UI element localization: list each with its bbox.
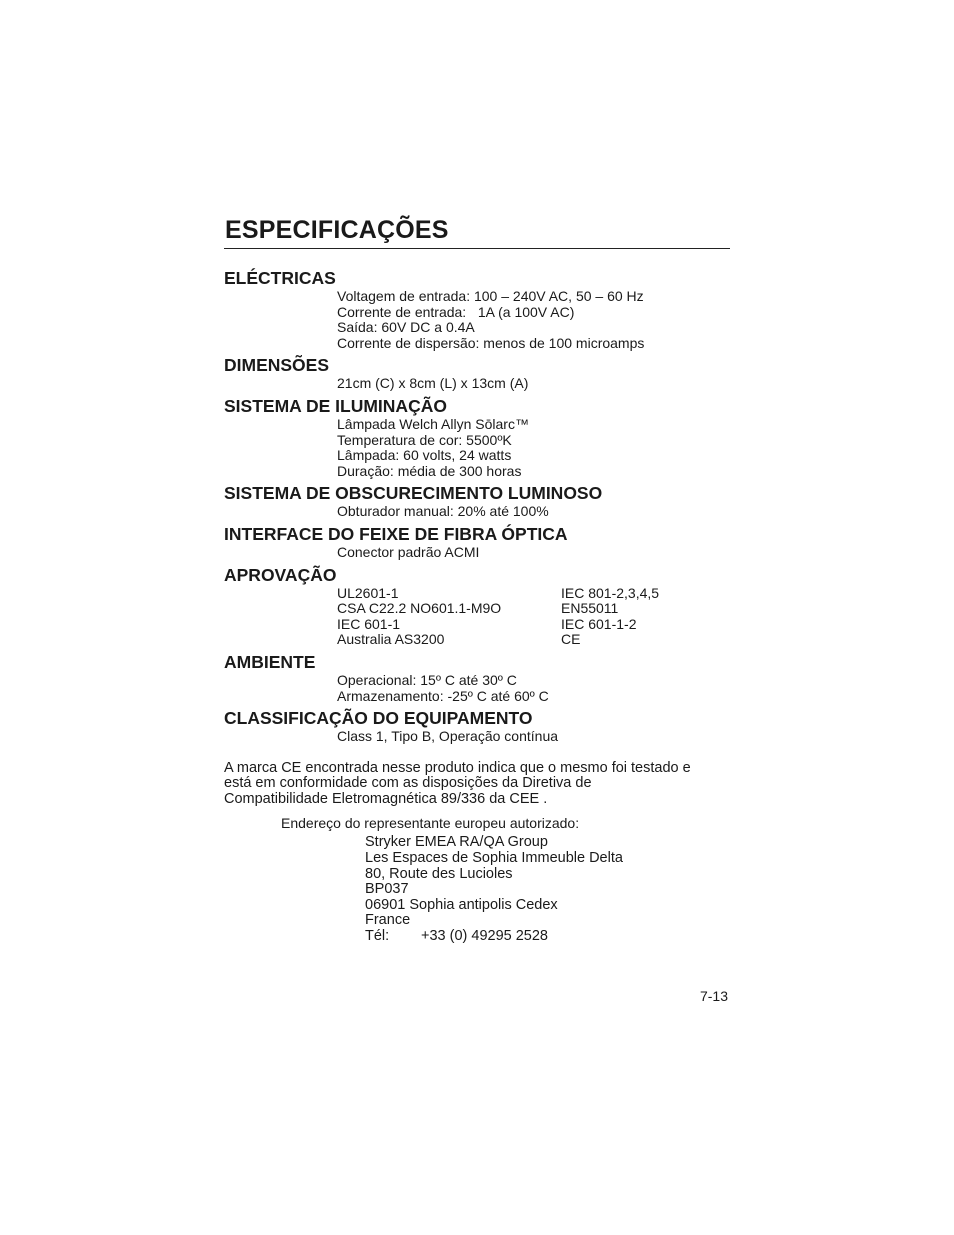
representative-address xyxy=(224,835,730,944)
representative-label: Endereço do representante europeu autorizado: xyxy=(281,815,580,832)
section-body xyxy=(224,729,730,745)
section-dimensoes xyxy=(224,354,730,392)
page-title: ESPECIFICAÇÕES xyxy=(224,214,730,249)
spec-line: Operacional: 15º C até 30º C xyxy=(337,671,517,688)
address-line: Stryker EMEA RA/QA Group xyxy=(365,834,548,851)
telephone-number: +33 (0) 49295 2528 xyxy=(421,928,548,945)
paragraph-line: está em conformidade com as disposições da Diretiva de xyxy=(224,775,592,792)
telephone-label: Tél: xyxy=(365,928,390,945)
section-heading: APROVAÇÃO xyxy=(224,564,337,585)
approval-item: Australia AS3200 xyxy=(337,631,445,648)
spec-line: Lâmpada Welch Allyn Sōlarc™ xyxy=(337,415,529,432)
approval-item: EN55011 xyxy=(561,600,619,617)
section-obscurecimento xyxy=(224,482,730,520)
approval-item: IEC 601-1-2 xyxy=(561,615,637,632)
section-body xyxy=(224,289,730,351)
approval-item: UL2601-1 xyxy=(337,584,399,601)
spec-line: Corrente de entrada: 1A (a 100V AC) xyxy=(337,303,575,320)
section-body xyxy=(224,417,730,479)
address-line: Les Espaces de Sophia Immeuble Delta xyxy=(365,850,623,867)
spec-line: Duração: média de 300 horas xyxy=(337,462,522,479)
approval-item: CSA C22.2 NO601.1-M9O xyxy=(337,600,502,617)
section-heading: SISTEMA DE OBSCURECIMENTO LUMINOSO xyxy=(224,483,603,504)
spec-line: Conector padrão ACMI xyxy=(337,543,480,560)
section-heading: SISTEMA DE ILUMINAÇÃO xyxy=(224,395,447,416)
spec-line: Temperatura de cor: 5500ºK xyxy=(337,431,512,448)
address-line: France xyxy=(365,912,411,929)
approval-item: IEC 801-2,3,4,5 xyxy=(561,584,660,601)
section-body xyxy=(224,504,730,520)
section-body xyxy=(224,545,730,561)
spec-line: 21cm (C) x 8cm (L) x 13cm (A) xyxy=(337,375,529,392)
section-heading: CLASSIFICAÇÃO DO EQUIPAMENTO xyxy=(224,708,533,729)
section-heading: INTERFACE DO FEIXE DE FIBRA ÓPTICA xyxy=(224,523,568,544)
section-body xyxy=(224,673,730,704)
section-aprovacao xyxy=(224,564,730,648)
address-line: 06901 Sophia antipolis Cedex xyxy=(365,896,558,913)
paragraph-line: Compatibilidade Eletromagnética 89/336 da CEE . xyxy=(224,790,548,807)
spec-line: Corrente de dispersão: menos de 100 microamps xyxy=(337,334,645,351)
spec-line: Voltagem de entrada: 100 – 240V AC, 50 – 60 Hz xyxy=(337,288,644,304)
approval-item: CE xyxy=(561,631,581,648)
paragraph-line: A marca CE encontrada nesse produto indica que o mesmo foi testado e xyxy=(224,759,691,776)
section-heading: AMBIENTE xyxy=(224,651,316,672)
approval-grid xyxy=(224,586,730,648)
spec-line: Saída: 60V DC a 0.4A xyxy=(337,319,475,336)
spec-line: Armazenamento: -25º C até 60º C xyxy=(337,687,549,704)
section-ambiente xyxy=(224,651,730,704)
section-heading: DIMENSÕES xyxy=(224,355,330,376)
telephone-row xyxy=(365,929,730,945)
spec-line: Obturador manual: 20% até 100% xyxy=(337,503,549,520)
section-iluminacao xyxy=(224,395,730,479)
approval-item: IEC 601-1 xyxy=(337,615,401,632)
ce-mark-paragraph xyxy=(224,761,730,808)
specifications-list xyxy=(224,267,730,745)
section-body xyxy=(224,376,730,392)
spec-line: Class 1, Tipo B, Operação contínua xyxy=(337,728,559,745)
section-classificacao xyxy=(224,707,730,745)
section-electricas xyxy=(224,267,730,351)
address-line: BP037 xyxy=(365,881,409,898)
address-line: 80, Route des Lucioles xyxy=(365,865,513,882)
document-page xyxy=(224,214,730,945)
spec-line: Lâmpada: 60 volts, 24 watts xyxy=(337,447,512,464)
section-heading: ELÉCTRICAS xyxy=(224,268,336,288)
page-number: 7-13 xyxy=(699,988,728,1004)
section-interface xyxy=(224,523,730,561)
